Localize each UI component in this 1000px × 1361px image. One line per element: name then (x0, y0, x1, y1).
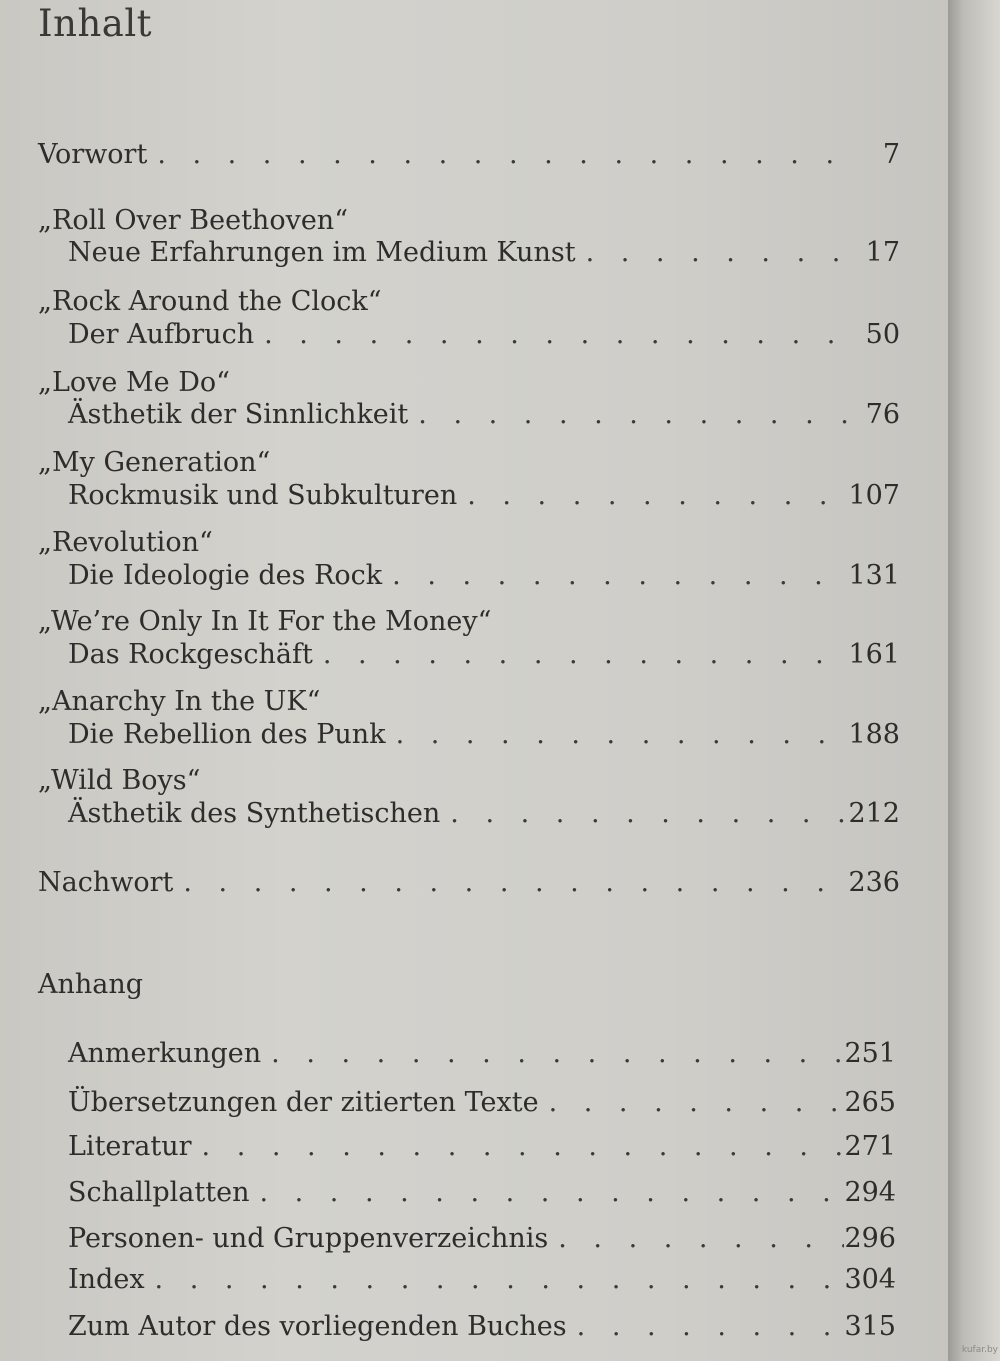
toc-label: Nachwort (38, 867, 174, 898)
dot-leader (313, 638, 849, 672)
toc-label: Schallplatten (68, 1177, 250, 1208)
toc-label: Zum Autor des vorliegenden Buches (68, 1311, 567, 1342)
page-title: Inhalt (38, 2, 153, 45)
dot-leader (548, 1222, 844, 1256)
section-heading-anhang: Anhang (38, 969, 144, 1000)
dot-leader (173, 866, 848, 900)
toc-entry-chapter (68, 718, 900, 752)
chapter-subtitle: Ästhetik der Sinnlichkeit (68, 399, 409, 430)
page-number: 296 (844, 1223, 896, 1254)
watermark: kufar.by (961, 1345, 998, 1355)
page-number: 251 (844, 1038, 896, 1069)
toc-label: Anmerkungen (68, 1038, 262, 1069)
page-number: 188 (848, 719, 900, 750)
page-number: 271 (844, 1131, 896, 1162)
page-number: 7 (882, 139, 900, 170)
toc-entry-appendix (68, 1263, 896, 1297)
dot-leader (254, 318, 860, 352)
chapter-subtitle: Die Ideologie des Rock (68, 560, 383, 591)
chapter-subtitle: Rockmusik und Subkulturen (68, 480, 458, 511)
toc-entry-chapter (68, 638, 900, 672)
page-number: 107 (848, 480, 900, 511)
chapter-quote: „Rock Around the Clock“ (38, 286, 382, 317)
dot-leader (147, 138, 860, 172)
toc-entry-appendix (68, 1086, 896, 1120)
dot-leader (539, 1086, 845, 1120)
dot-leader (261, 1037, 844, 1071)
chapter-quote: „Wild Boys“ (38, 765, 201, 796)
facing-page-edge (948, 0, 1000, 1361)
page-number: 212 (848, 798, 900, 829)
toc-entry-nachwort (38, 866, 900, 900)
dot-leader (440, 797, 848, 831)
chapter-quote: „Roll Over Beethoven“ (38, 205, 348, 236)
toc-label: Literatur (68, 1131, 192, 1162)
chapter-quote: „Revolution“ (38, 527, 213, 558)
toc-label: Index (68, 1264, 145, 1295)
page-number: 17 (865, 237, 900, 268)
dot-leader (145, 1263, 845, 1297)
dot-leader (576, 236, 860, 270)
toc-entry-chapter (68, 479, 900, 513)
page-number: 76 (865, 399, 900, 430)
toc-entry-chapter (68, 236, 900, 270)
page-number: 131 (848, 560, 900, 591)
chapter-subtitle: Neue Erfahrungen im Medium Kunst (68, 237, 576, 268)
dot-leader (408, 398, 860, 432)
chapter-subtitle: Das Rockgeschäft (68, 639, 313, 670)
dot-leader (249, 1176, 844, 1210)
page-number: 294 (844, 1177, 896, 1208)
chapter-quote: „My Generation“ (38, 447, 271, 478)
toc-label: Personen- und Gruppenverzeichnis (68, 1223, 549, 1254)
dot-leader (567, 1310, 845, 1344)
chapter-quote: „Love Me Do“ (38, 367, 230, 398)
chapter-quote: „We’re Only In It For the Money“ (38, 606, 492, 637)
toc-entry-appendix (68, 1037, 896, 1071)
toc-label: Vorwort (38, 139, 148, 170)
dot-leader (382, 559, 848, 593)
page-number: 315 (844, 1311, 896, 1342)
toc-entry-appendix (68, 1222, 896, 1256)
page-number: 50 (865, 319, 900, 350)
toc-entry-appendix (68, 1130, 896, 1164)
chapter-subtitle: Ästhetik des Synthetischen (68, 798, 441, 829)
toc-entry-chapter (68, 318, 900, 352)
chapter-quote: „Anarchy In the UK“ (38, 686, 321, 717)
toc-entry-vorwort (38, 138, 900, 172)
dot-leader (192, 1130, 845, 1164)
toc-entry-appendix (68, 1310, 896, 1344)
page-number: 161 (848, 639, 900, 670)
page-number: 265 (844, 1087, 896, 1118)
toc-entry-chapter (68, 398, 900, 432)
toc-label: Übersetzungen der zitierten Texte (68, 1087, 539, 1118)
dot-leader (386, 718, 849, 752)
toc-entry-chapter (68, 559, 900, 593)
chapter-subtitle: Die Rebellion des Punk (68, 719, 386, 750)
page-number: 304 (844, 1264, 896, 1295)
page-number: 236 (848, 867, 900, 898)
toc-entry-appendix (68, 1176, 896, 1210)
dot-leader (457, 479, 848, 513)
toc-entry-chapter (68, 797, 900, 831)
chapter-subtitle: Der Aufbruch (68, 319, 255, 350)
